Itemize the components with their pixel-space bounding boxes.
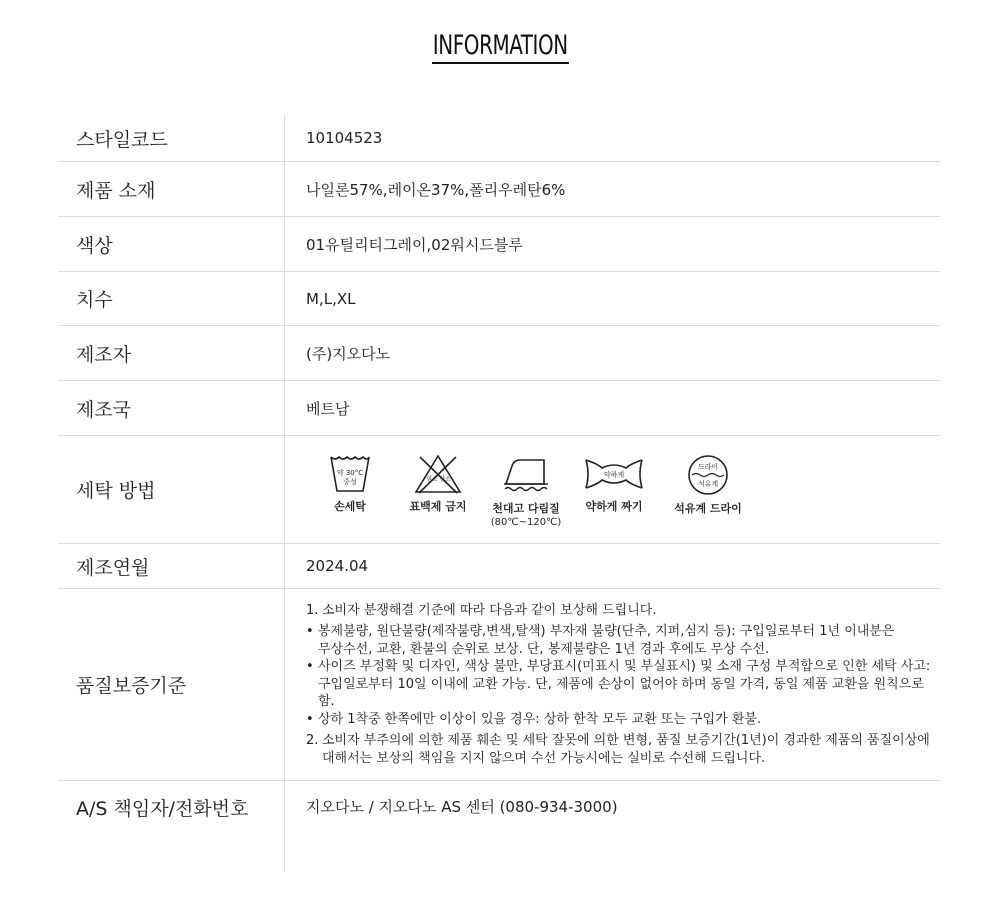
bullet-text-cont: 무상수선, 교환, 환불의 순위로 보상. 단, 봉제불량은 1년 경과 후에도 무상 수선. [318,641,770,657]
row-warranty [58,589,940,781]
row-label: A/S 책임자/전화번호 [58,781,285,873]
row-value [285,436,941,544]
item-number: 2. [306,733,319,749]
row-washing [58,436,940,544]
iron-icon [502,454,550,496]
warranty-text [306,602,940,768]
bullet-text: 사이즈 부정확 및 디자인, 색상 불만, 부당표시(미표시 및 부실표시) 및 소재 구성 부적합으로 인한 세탁 사고: [318,659,931,675]
warranty-bullet [306,658,940,676]
row-value: 베트남 [285,381,941,436]
row-label: 제품 소재 [58,162,285,217]
page-title-wrap [0,30,1000,64]
bullet-icon: • [306,659,314,675]
wash-caption: 천대고 다림질 [492,502,560,515]
dry-clean-icon [686,454,730,496]
wash-caption-sub: (80℃~120℃) [490,517,562,528]
row-value: 2024.04 [285,544,941,589]
bleach-inner-text: 염소 [426,476,438,483]
row-as [58,781,940,873]
bullet-text: 상하 1착중 한쪽에만 이상이 있을 경우: 상하 한착 모두 교환 또는 구입가 환불. [318,711,762,727]
hand-wash-icon [328,454,372,494]
row-label: 스타일코드 [58,115,285,162]
gentle-wring-icon [584,454,644,494]
page-title: INFORMATION [432,30,569,64]
item-number: 1. [306,602,319,618]
row-color [58,217,940,272]
row-value [285,589,941,781]
warranty-bullet [306,623,940,641]
row-label: 제조연월 [58,544,285,589]
no-bleach-icon [413,454,463,494]
row-value: 지오다노 / 지오다노 AS 센터 (080-934-3000) [306,798,618,816]
item-text: 소비자 분쟁해결 기준에 따라 다음과 같이 보상해 드립니다. [322,602,657,618]
warranty-bullet [306,711,940,729]
washing-icons [306,450,940,529]
bleach-inner-text: 산소 [439,476,451,483]
row-value: M,L,XL [285,272,941,326]
row-material [58,162,940,217]
wash-caption: 표백제 금지 [409,500,467,513]
warranty-item [306,732,940,750]
row-label: 제조국 [58,381,285,436]
bullet-icon: • [306,624,314,640]
row-size [58,272,940,326]
wash-caption: 약하게 짜기 [585,500,643,513]
wash-inner-text: 약 30°C [336,469,364,477]
warranty-item [306,602,940,620]
row-maker [58,326,940,381]
item-text-cont: 대해서는 보상의 책임을 지지 않으며 수선 가능시에는 실비로 수선해 드립니다. [322,750,766,766]
row-label: 제조자 [58,326,285,381]
dry-inner-text: 드라이 [697,463,719,471]
wash-inner-text: 중성 [343,478,357,486]
wash-item-hand [306,454,394,514]
product-info-table [58,115,940,872]
wring-inner-text: 약하게 [603,471,625,479]
wash-caption: 손세탁 [334,500,366,513]
row-style-code [58,115,940,162]
wash-item-dry [658,454,758,516]
bullet-icon: • [306,711,314,727]
row-value: (주)지오다노 [285,326,941,381]
row-value: 나일론57%,레이온37%,폴리우레탄6% [285,162,941,217]
row-value: 10104523 [285,115,941,162]
dry-inner-text: 석유계 [697,480,719,488]
wash-item-bleach [394,454,482,514]
wash-item-iron [482,454,570,529]
row-label: 세탁 방법 [58,436,285,544]
row-label: 품질보증기준 [58,589,285,781]
row-country [58,381,940,436]
bullet-text-cont: 구입일로부터 10일 이내에 교환 가능. 단, 제품에 손상이 없어야 하며 동일 가격, 동일 제품 교환을 원칙으로 함. [318,676,924,710]
row-label: 색상 [58,217,285,272]
wash-item-wring [570,454,658,514]
bullet-text: 봉제불량, 원단불량(제작불량,변색,탈색) 부자재 불량(단추, 지퍼,심지 등): 구입일로부터 1년 이내분은 [318,624,895,640]
item-text: 소비자 부주의에 의한 제품 훼손 및 세탁 잘못에 의한 변형, 품질 보증기간(1년)이 경과한 제품의 품질이상에 [322,733,930,749]
wash-caption: 석유계 드라이 [674,502,742,515]
row-label: 치수 [58,272,285,326]
row-value: 01유틸리티그레이,02워시드블루 [285,217,941,272]
row-made-date [58,544,940,589]
